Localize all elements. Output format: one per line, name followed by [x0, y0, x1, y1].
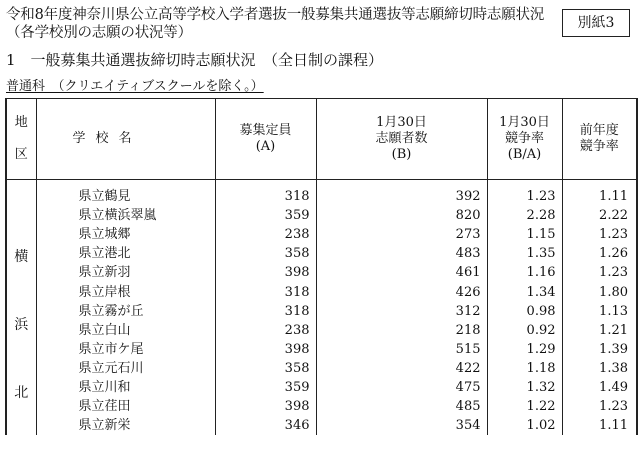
prev-ratio-cell: 1.11 [562, 187, 637, 206]
header-applicants-line1: 1月30日 [376, 115, 427, 130]
school-name: 県立横浜翠嵐 [36, 206, 215, 225]
ratio-cell: 1.35 [487, 244, 562, 263]
school-name: 県立岸根 [36, 282, 215, 301]
applicants-cell: 483 [316, 244, 487, 263]
applicants-cell: 426 [316, 282, 487, 301]
ratio-cell: 0.98 [487, 302, 562, 321]
table-row [6, 397, 637, 416]
capacity-cell: 358 [215, 359, 316, 378]
capacity-cell: 359 [215, 378, 316, 397]
applicants-cell: 461 [316, 263, 487, 282]
prev-ratio-cell: 1.26 [562, 244, 637, 263]
prev-ratio-cell: 1.21 [562, 321, 637, 340]
school-name: 県立霧が丘 [36, 302, 215, 321]
applicants-cell: 515 [316, 340, 487, 359]
header-ratio-line2: 競争率 [504, 131, 544, 146]
applicants-cell: 312 [316, 302, 487, 321]
attachment-tag: 別紙3 [562, 9, 630, 37]
header-region [6, 99, 36, 180]
ratio-cell: 1.22 [487, 397, 562, 416]
table-row [6, 206, 637, 225]
region-char-1: 横 [14, 249, 29, 265]
prev-ratio-cell: 1.49 [562, 378, 637, 397]
ratio-cell: 2.28 [487, 206, 562, 225]
school-name: 県立市ケ尾 [36, 340, 215, 359]
prev-ratio-cell: 1.39 [562, 340, 637, 359]
capacity-cell: 238 [215, 225, 316, 244]
region-char-2: 浜 [14, 317, 29, 333]
document-title: 令和8年度神奈川県公立高等学校入学者選抜一般募集共通選抜等志願締切時志願状況（各学校別の志願の状況等） [6, 7, 545, 41]
header-applicants-line2: 志願者数 [375, 131, 428, 146]
header-applicants [316, 99, 487, 180]
prev-ratio-cell: 1.80 [562, 282, 637, 301]
table-row [6, 187, 637, 206]
school-name: 県立港北 [36, 244, 215, 263]
applications-table [5, 98, 638, 435]
table-row [6, 378, 637, 397]
table-header-row [6, 99, 637, 180]
applicants-cell: 475 [316, 378, 487, 397]
prev-ratio-cell: 1.13 [562, 302, 637, 321]
header-region-top: 地 [14, 115, 28, 130]
school-name: 県立鶴見 [36, 187, 215, 206]
ratio-cell: 0.92 [487, 321, 562, 340]
header-ratio [487, 99, 562, 180]
table-row [6, 263, 637, 282]
prev-ratio-cell: 1.23 [562, 397, 637, 416]
header-prev-ratio [562, 99, 637, 180]
applicants-cell: 820 [316, 206, 487, 225]
header-capacity [215, 99, 316, 180]
capacity-cell: 358 [215, 244, 316, 263]
capacity-cell: 318 [215, 302, 316, 321]
ratio-cell: 1.23 [487, 187, 562, 206]
capacity-cell: 318 [215, 282, 316, 301]
ratio-cell: 1.15 [487, 225, 562, 244]
capacity-cell: 318 [215, 187, 316, 206]
header-ratio-line1: 1月30日 [499, 115, 550, 130]
ratio-cell: 1.29 [487, 340, 562, 359]
applicants-cell: 354 [316, 416, 487, 435]
prev-ratio-cell: 1.23 [562, 263, 637, 282]
school-name: 県立川和 [36, 378, 215, 397]
table-row [6, 302, 637, 321]
applicants-cell: 392 [316, 187, 487, 206]
ratio-cell: 1.32 [487, 378, 562, 397]
ratio-cell: 1.16 [487, 263, 562, 282]
table-row [6, 359, 637, 378]
header-ratio-line3: (B/A) [507, 147, 542, 162]
ratio-cell: 1.02 [487, 416, 562, 435]
applicants-cell: 218 [316, 321, 487, 340]
capacity-cell: 359 [215, 206, 316, 225]
table-body [6, 180, 637, 436]
table-row [6, 416, 637, 435]
school-name: 県立城郷 [36, 225, 215, 244]
region-cell [6, 180, 36, 436]
table-row [6, 225, 637, 244]
capacity-cell: 398 [215, 340, 316, 359]
table-row [6, 244, 637, 263]
prev-ratio-cell: 1.11 [562, 416, 637, 435]
header-prev-line2: 競争率 [579, 139, 619, 154]
region-char-3: 北 [14, 385, 29, 401]
ratio-cell: 1.18 [487, 359, 562, 378]
school-name: 県立新羽 [36, 263, 215, 282]
applicants-cell: 485 [316, 397, 487, 416]
header-capacity-line1: 募集定員 [239, 123, 292, 138]
table-row [6, 282, 637, 301]
course-label: 普通科 （クリエイティブスクールを除く。） [6, 79, 264, 94]
applicants-cell: 273 [316, 225, 487, 244]
school-name: 県立新栄 [36, 416, 215, 435]
ratio-cell: 1.34 [487, 282, 562, 301]
capacity-cell: 398 [215, 263, 316, 282]
table-row [6, 340, 637, 359]
section-heading: 1 一般募集共通選抜締切時志願状況 （全日制の課程） [6, 51, 384, 69]
header-capacity-line2: (A) [255, 139, 276, 154]
prev-ratio-cell: 2.22 [562, 206, 637, 225]
applicants-cell: 422 [316, 359, 487, 378]
capacity-cell: 238 [215, 321, 316, 340]
school-name: 県立元石川 [36, 359, 215, 378]
capacity-cell: 398 [215, 397, 316, 416]
header-region-bottom: 区 [14, 147, 28, 162]
capacity-cell: 346 [215, 416, 316, 435]
table-row [6, 321, 637, 340]
prev-ratio-cell: 1.23 [562, 225, 637, 244]
spacer-row [6, 180, 637, 188]
school-name: 県立荏田 [36, 397, 215, 416]
header-school: 学校名 [36, 99, 215, 180]
header-applicants-line3: (B) [391, 147, 412, 162]
header-prev-line1: 前年度 [579, 123, 619, 138]
school-name: 県立白山 [36, 321, 215, 340]
prev-ratio-cell: 1.38 [562, 359, 637, 378]
